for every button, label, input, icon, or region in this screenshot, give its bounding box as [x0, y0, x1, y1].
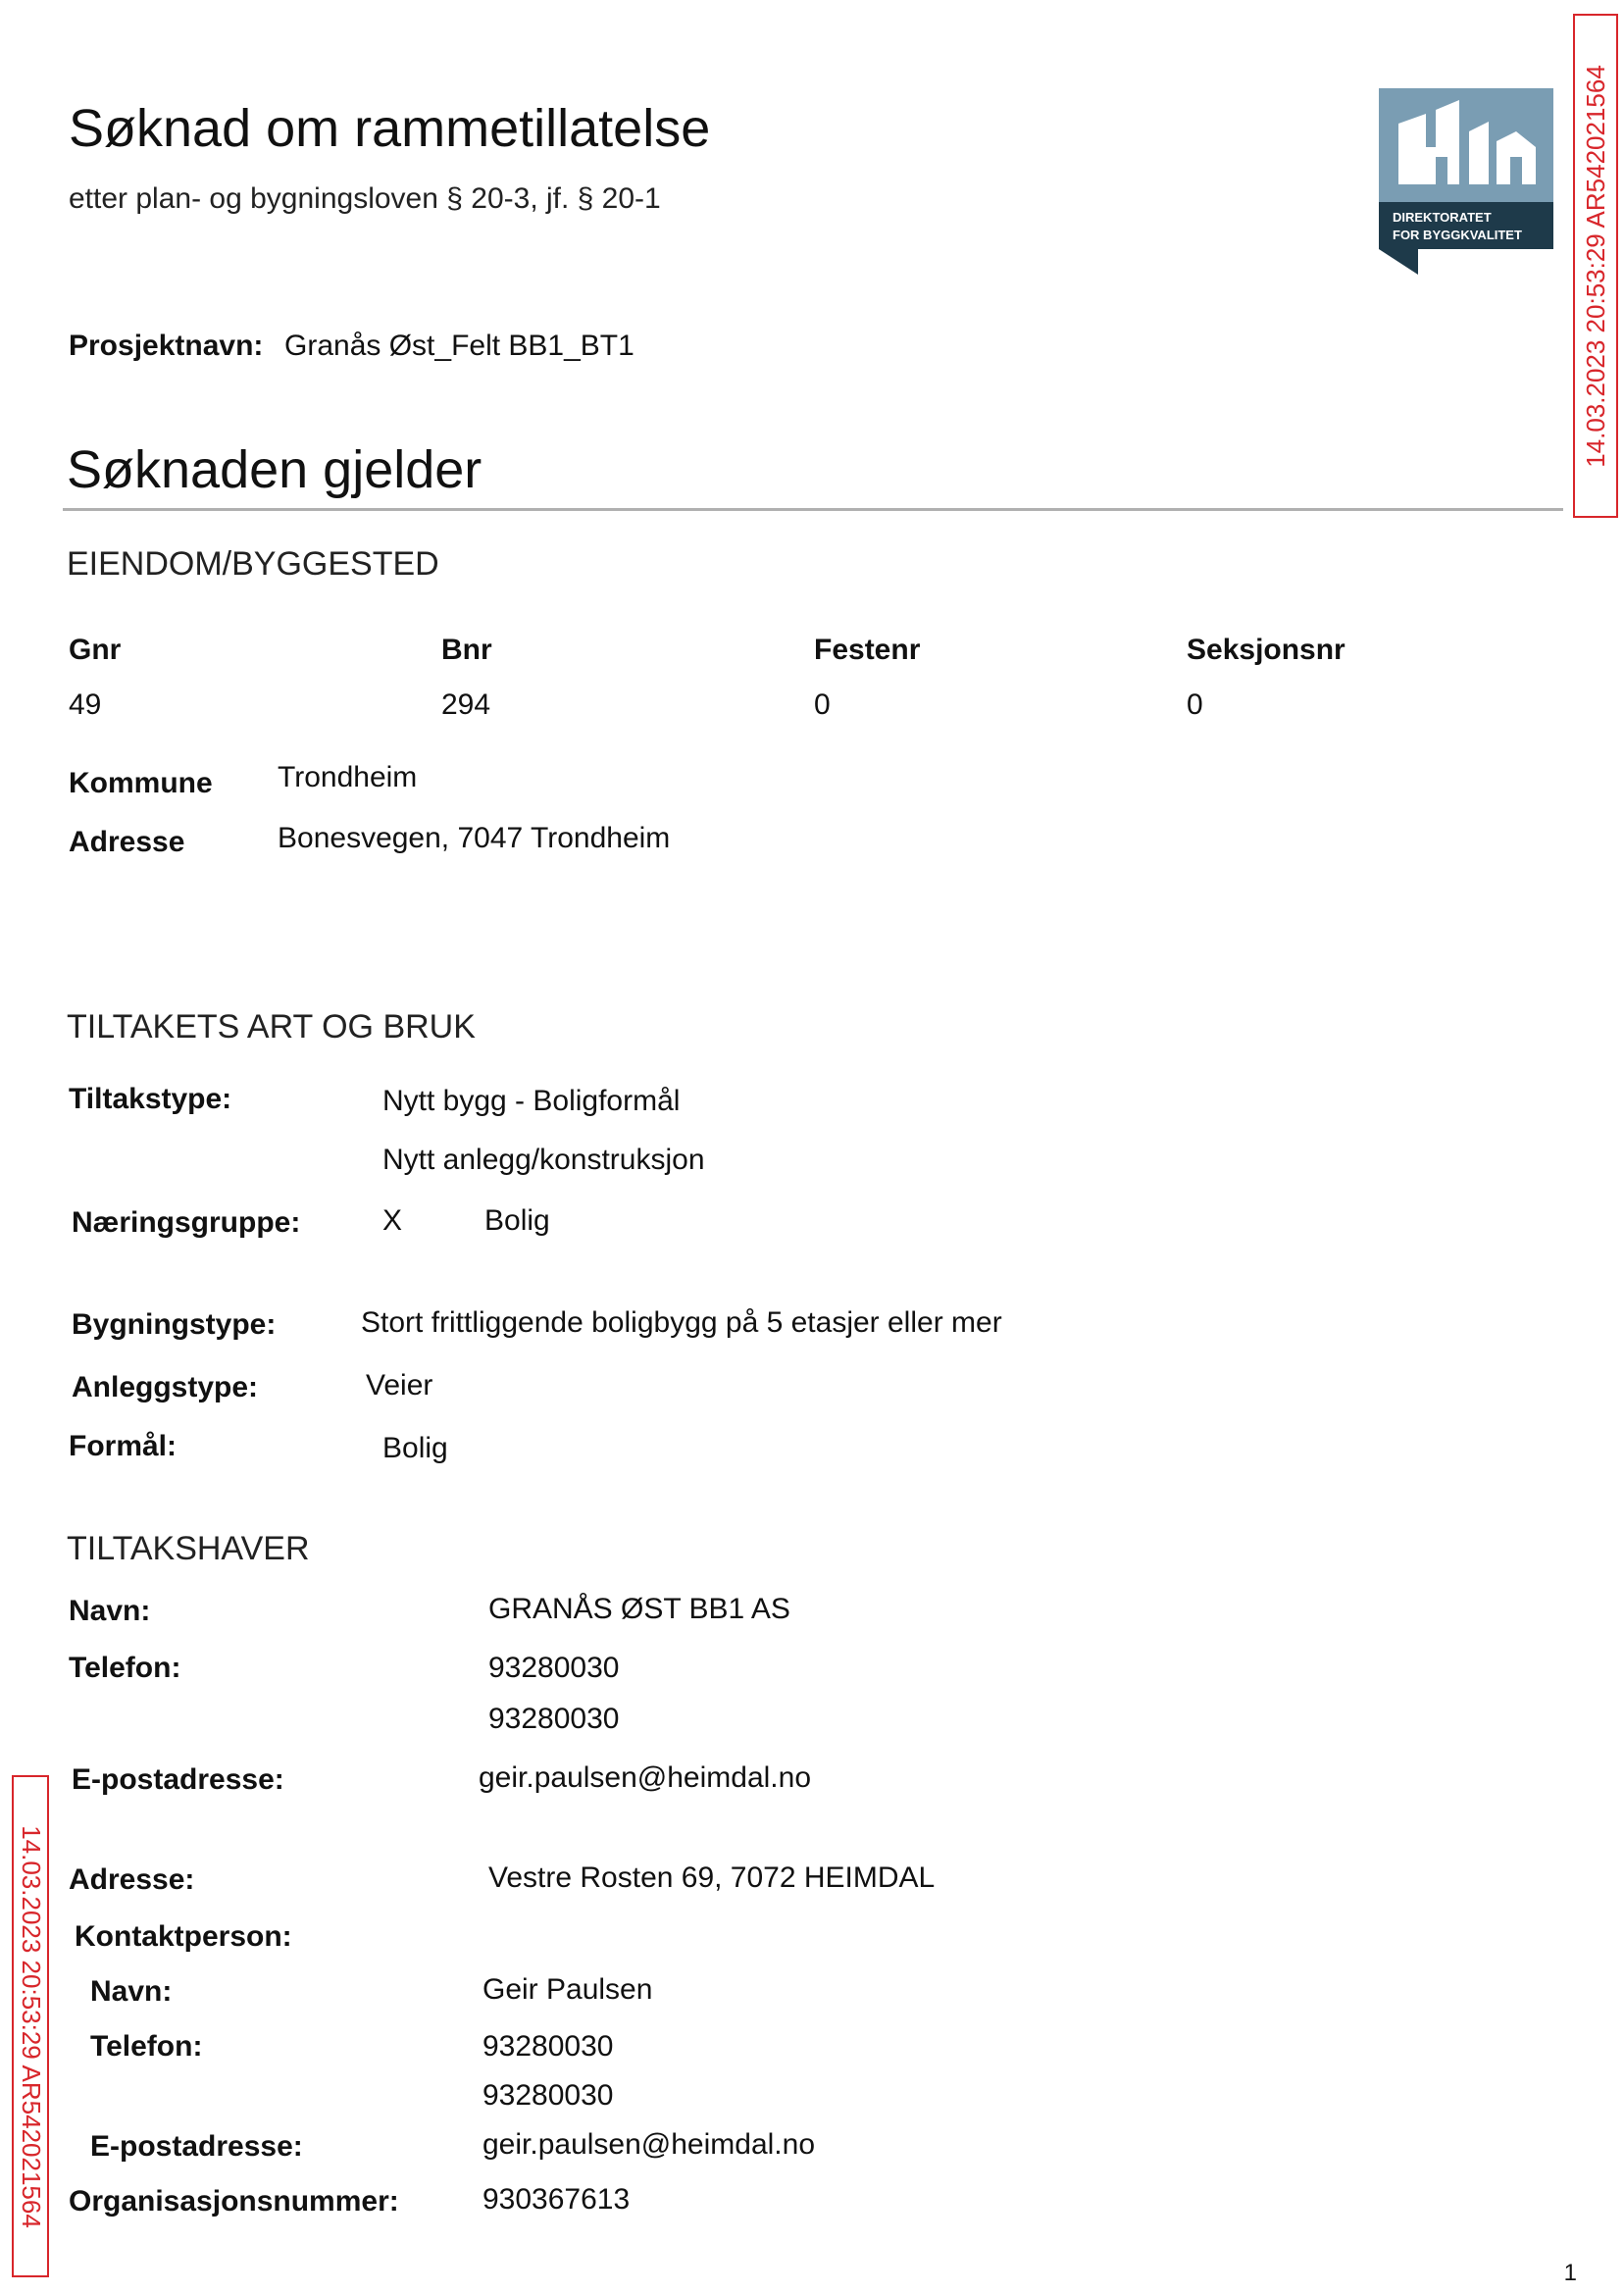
tiltakshaver-adresse-label: Adresse:: [69, 1863, 195, 1896]
section-divider: [63, 508, 1563, 511]
bygningstype-label: Bygningstype:: [72, 1308, 277, 1341]
tiltakshaver-heading: TILTAKSHAVER: [67, 1530, 310, 1567]
tiltakstype-value-1: Nytt bygg - Boligformål: [382, 1085, 681, 1117]
formal-label: Formål:: [69, 1430, 178, 1462]
section-title: Søknaden gjelder: [67, 440, 482, 499]
logo-text-line1: DIREKTORATET: [1393, 210, 1492, 225]
naeringsgruppe-value: Bolig: [484, 1204, 550, 1237]
eiendom-heading: EIENDOM/BYGGESTED: [67, 545, 439, 583]
bygningstype-value: Stort frittliggende boligbygg på 5 etasjer eller mer: [361, 1306, 1002, 1339]
kontaktperson-label: Kontaktperson:: [75, 1920, 292, 1953]
festenr-value: 0: [814, 688, 831, 721]
stamp-text-bottom: 14.03.2023 20:53:29 AR542021564: [16, 1824, 46, 2228]
kontakt-telefon-value-2: 93280030: [482, 2079, 614, 2112]
adresse-label: Adresse: [69, 826, 185, 858]
kontakt-telefon-label: Telefon:: [90, 2030, 203, 2063]
seksjonsnr-value: 0: [1187, 688, 1203, 721]
tiltakshaver-navn-label: Navn:: [69, 1595, 151, 1627]
kontakt-navn-label: Navn:: [90, 1975, 173, 2008]
kommune-value: Trondheim: [278, 761, 418, 793]
naeringsgruppe-code: X: [382, 1204, 403, 1237]
tiltakshaver-navn-value: GRANÅS ØST BB1 AS: [488, 1593, 790, 1625]
anleggstype-label: Anleggstype:: [72, 1371, 259, 1403]
tiltakshaver-telefon-value-2: 93280030: [488, 1703, 620, 1735]
tiltakshaver-epost-value: geir.paulsen@heimdal.no: [479, 1761, 812, 1794]
stamp-text-top: 14.03.2023 20:53:29 AR542021564: [1580, 64, 1610, 468]
tiltak-heading: TILTAKETS ART OG BRUK: [67, 1008, 476, 1045]
orgnr-value: 930367613: [482, 2183, 631, 2216]
anleggstype-value: Veier: [366, 1369, 433, 1402]
gnr-value: 49: [69, 688, 102, 721]
kommune-label: Kommune: [69, 767, 213, 799]
tiltakshaver-telefon-value-1: 93280030: [488, 1652, 620, 1684]
dibk-logo: [1379, 88, 1553, 275]
kontakt-telefon-value-1: 93280030: [482, 2030, 614, 2063]
page-title: Søknad om rammetillatelse: [69, 99, 711, 158]
logo-text-line2: FOR BYGGKVALITET: [1393, 228, 1522, 242]
kontakt-epost-label: E-postadresse:: [90, 2130, 303, 2163]
dibk-logo-icon: [1379, 88, 1553, 275]
adresse-value: Bonesvegen, 7047 Trondheim: [278, 822, 671, 854]
tiltakshaver-adresse-value: Vestre Rosten 69, 7072 HEIMDAL: [488, 1861, 936, 1894]
naeringsgruppe-label: Næringsgruppe:: [72, 1206, 301, 1239]
page-number: 1: [1563, 2260, 1577, 2286]
tiltakstype-value-2: Nytt anlegg/konstruksjon: [382, 1144, 705, 1176]
bnr-value: 294: [441, 688, 491, 721]
timestamp-stamp-bottom: [12, 1775, 49, 2277]
page-subtitle: etter plan- og bygningsloven § 20-3, jf. § 20-1: [69, 182, 661, 215]
timestamp-stamp-top: [1573, 14, 1618, 518]
tiltakstype-label: Tiltakstype:: [69, 1083, 232, 1115]
orgnr-label: Organisasjonsnummer:: [69, 2185, 399, 2218]
formal-value: Bolig: [382, 1432, 448, 1464]
tiltakshaver-epost-label: E-postadresse:: [72, 1763, 284, 1796]
tiltakshaver-telefon-label: Telefon:: [69, 1652, 181, 1684]
festenr-label: Festenr: [814, 634, 921, 666]
kontakt-navn-value: Geir Paulsen: [482, 1973, 653, 2006]
project-label: Prosjektnavn:: [69, 330, 264, 362]
kontakt-epost-value: geir.paulsen@heimdal.no: [482, 2128, 816, 2161]
project-value: Granås Øst_Felt BB1_BT1: [284, 330, 634, 362]
bnr-label: Bnr: [441, 634, 492, 666]
seksjonsnr-label: Seksjonsnr: [1187, 634, 1345, 666]
gnr-label: Gnr: [69, 634, 122, 666]
